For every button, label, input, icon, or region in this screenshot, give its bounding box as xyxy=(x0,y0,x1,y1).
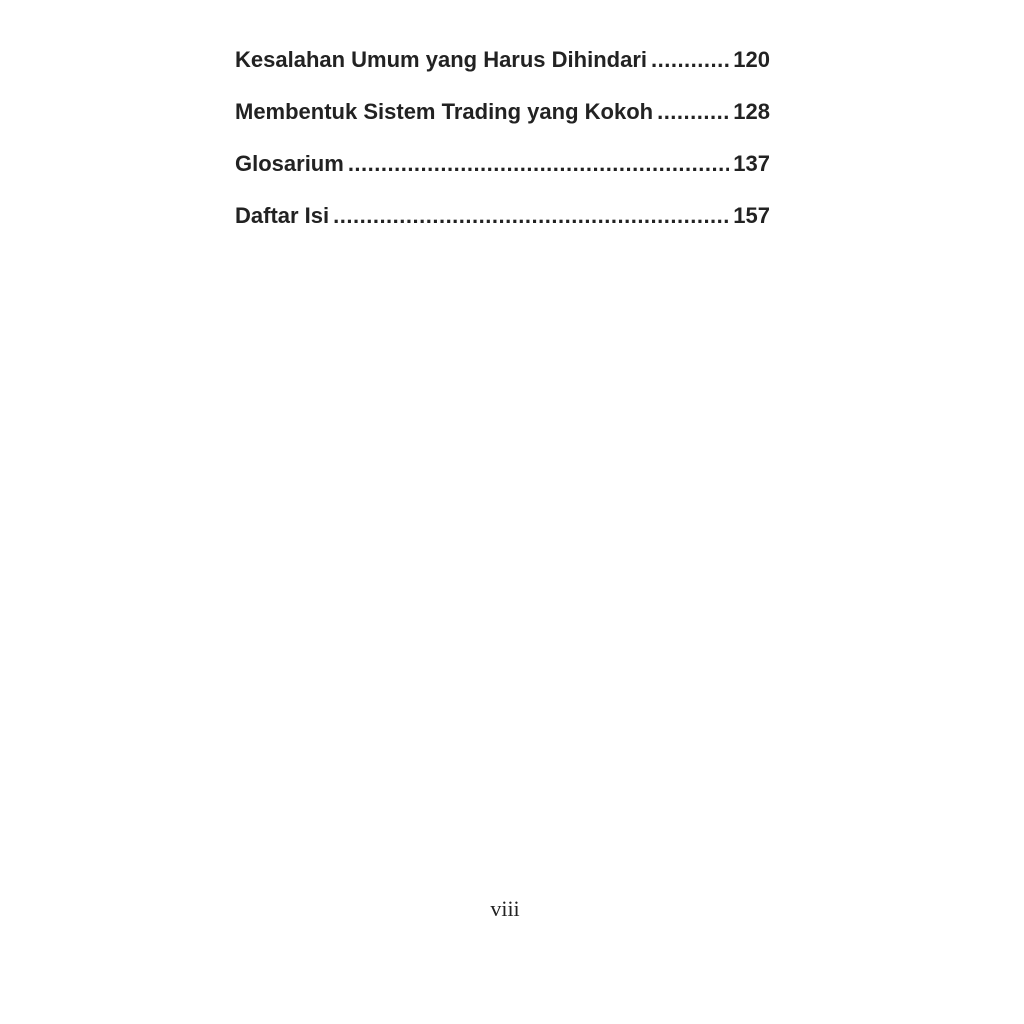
toc-entry-title: Membentuk Sistem Trading yang Kokoh xyxy=(235,99,654,124)
toc-entry-page: 157 xyxy=(733,203,770,228)
toc-entry-title: Daftar Isi xyxy=(235,203,330,228)
toc-entry-page: 120 xyxy=(733,47,770,72)
toc-entry-page: 137 xyxy=(733,151,770,176)
toc-entry[interactable] xyxy=(235,148,770,200)
toc-dot-leader xyxy=(348,148,729,180)
toc-dot-leader xyxy=(333,200,729,232)
toc-entry[interactable] xyxy=(235,96,770,148)
toc-entry-title: Glosarium xyxy=(235,151,344,176)
toc-dot-leader xyxy=(651,44,729,76)
toc-entry[interactable] xyxy=(235,44,770,96)
page-number: viii xyxy=(490,896,520,921)
toc-dot-leader xyxy=(657,96,729,128)
table-of-contents xyxy=(235,44,770,252)
toc-entry-page: 128 xyxy=(733,99,770,124)
toc-entry[interactable] xyxy=(235,200,770,252)
toc-entry-title: Kesalahan Umum yang Harus Dihindari xyxy=(235,47,647,72)
